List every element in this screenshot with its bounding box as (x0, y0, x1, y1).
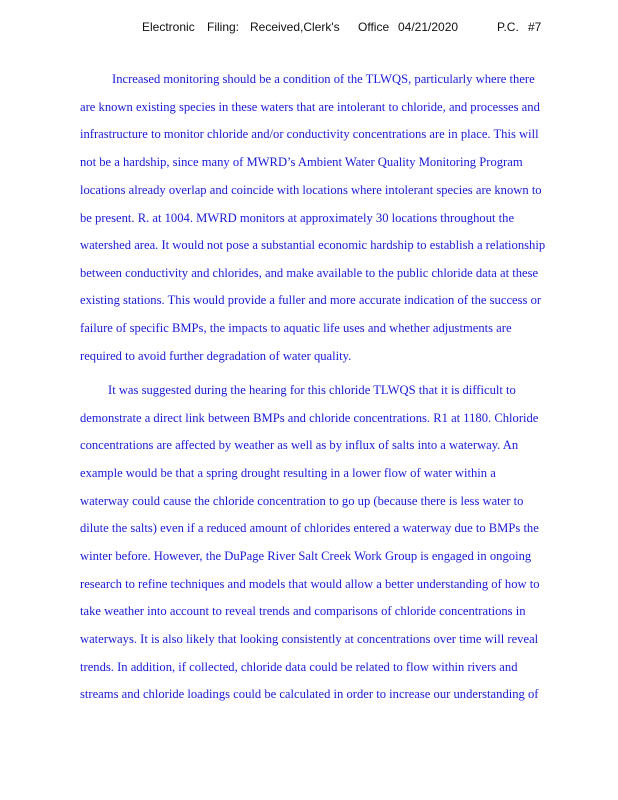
paragraph-2-line: demonstrate a direct link between BMPs and chloride concentrations. R1 at 1180. Chloride (80, 411, 539, 425)
paragraph-1-line: are known existing species in these waters that are intolerant to chloride, and processes and (80, 100, 540, 114)
paragraph-1-line: between conductivity and chlorides, and make available to the public chloride data at these (80, 266, 539, 280)
paragraph-2-line: waterways. It is also likely that looking consistently at concentrations over time will reveal (80, 632, 539, 646)
filing-label: Filing: (207, 20, 240, 34)
filing-date: 04/21/2020 (398, 20, 459, 34)
paragraph-1-line: not be a hardship, since many of MWRD’s Ambient Water Quality Monitoring Program (80, 155, 523, 169)
paragraph-1-line: be present. R. at 1004. MWRD monitors at approximately 30 locations throughout the (80, 211, 515, 225)
paragraph-2-line: example would be that a spring drought resulting in a lower flow of water within a (80, 466, 496, 480)
paragraph-2-line: research to refine techniques and models that would allow a better understanding of how to (80, 577, 540, 591)
paragraph-1-line: failure of specific BMPs, the impacts to aquatic life uses and whether adjustments are (80, 321, 512, 335)
paragraph-1-line: infrastructure to monitor chloride and/or conductivity concentrations are in place. This will (80, 127, 539, 141)
paragraph-2-line: take weather into account to reveal trends and comparisons of chloride concentrations in (80, 604, 526, 618)
pc-label: P.C. (497, 20, 519, 34)
paragraph-2-line: winter before. However, the DuPage River Salt Creek Work Group is engaged in ongoing (80, 549, 532, 563)
paragraph-1-line: Increased monitoring should be a condition of the TLWQS, particularly where there (112, 72, 535, 86)
paragraph-2-line: waterway could cause the chloride concentration to go up (because there is less water to (80, 494, 524, 508)
paragraph-1-line: existing stations. This would provide a fuller and more accurate indication of the success or (80, 293, 542, 307)
paragraph-2-line: dilute the salts) even if a reduced amount of chlorides entered a waterway due to BMPs the (80, 521, 539, 535)
paragraph-1-line: required to avoid further degradation of water quality. (80, 349, 352, 363)
paragraph-1-line: locations already overlap and coincide with locations where intolerant species are known to (80, 183, 542, 197)
paragraph-1-line: watershed area. It would not pose a substantial economic hardship to establish a relationship (80, 238, 546, 252)
paragraph-2-line: trends. In addition, if collected, chloride data could be related to flow within rivers and (80, 660, 518, 674)
office-label: Office (358, 20, 390, 34)
paragraph-2-line: It was suggested during the hearing for this chloride TLWQS that it is difficult to (108, 383, 516, 397)
paragraph-2-line: streams and chloride loadings could be calculated in order to increase our understanding of (80, 687, 539, 701)
pc-number: #7 (528, 20, 542, 34)
received-clerk: Received,Clerk's (250, 20, 340, 34)
paragraph-2-line: concentrations are affected by weather as well as by influx of salts into a waterway. An (80, 438, 519, 452)
filing-type: Electronic (142, 20, 195, 34)
